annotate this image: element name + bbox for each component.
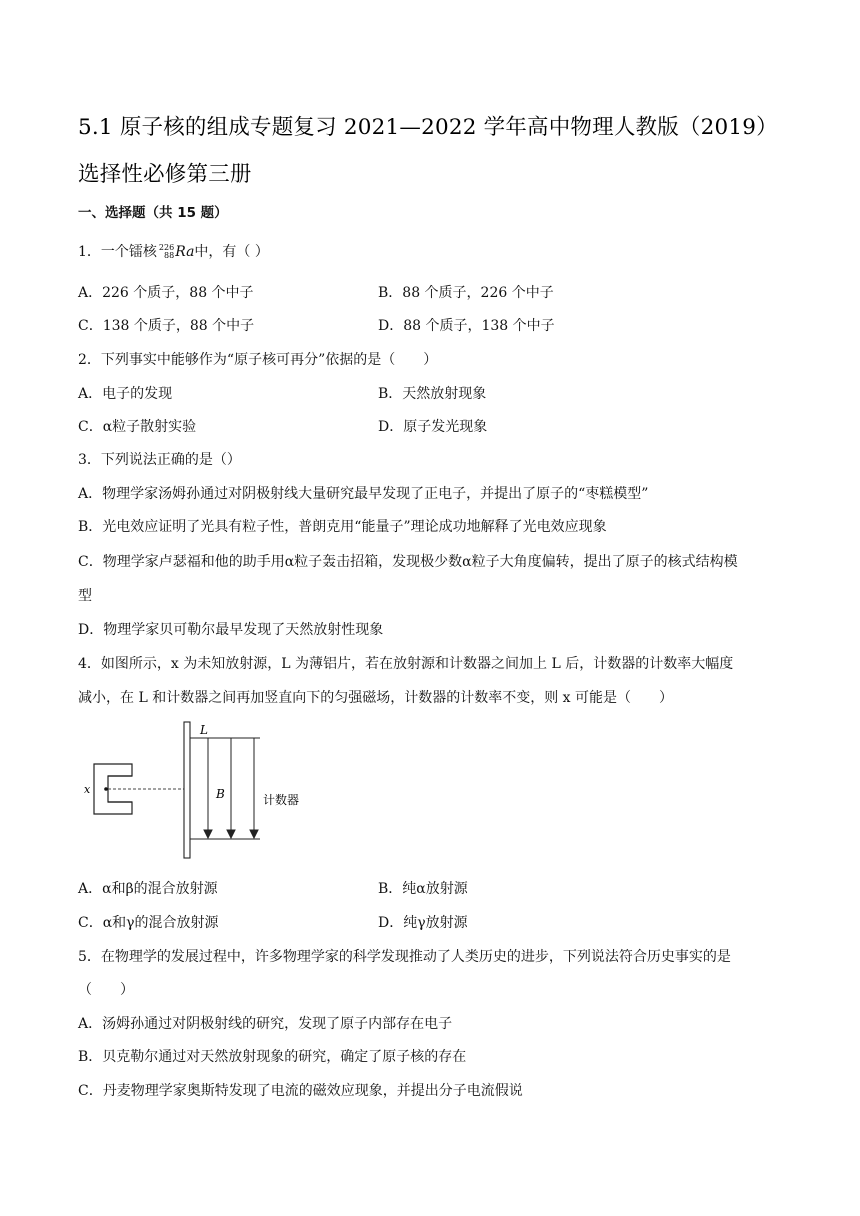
radium-isotope-scripts xyxy=(159,244,174,260)
question-5-stem-line-1: 5．在物理学的发展过程中，许多物理学家的科学发现推动了人类历史的进步，下列说法符合历史事实的是 xyxy=(78,949,731,965)
isotope-symbol: Ra xyxy=(175,244,195,260)
question-2-stem: 2．下列事实中能够作为“原子核可再分”依据的是（ ） xyxy=(78,352,438,368)
q3-option-b: B．光电效应证明了光具有粒子性，普朗克用“能量子”理论成功地解释了光电效应现象 xyxy=(78,519,607,535)
question-4-stem-line-2: 减小，在 L 和计数器之间再加竖直向下的匀强磁场，计数器的计数率不变，则 x 可能是（ ） xyxy=(78,690,673,706)
title-line-1: 5.1 原子核的组成专题复习 2021—2022 学年高中物理人教版（2019） xyxy=(78,115,778,140)
isotope-mass-number: 226 xyxy=(158,243,175,252)
question-1-suffix: 中，有（ ） xyxy=(194,244,269,260)
question-1-prefix: 1．一个镭核 xyxy=(78,244,157,260)
radiation-counter-diagram xyxy=(80,716,340,870)
q2-option-c: C．α粒子散射实验 xyxy=(78,419,197,435)
isotope-atomic-number: 88 xyxy=(164,251,175,260)
q2-option-a: A．电子的发现 xyxy=(78,386,173,402)
question-4-stem-line-1: 4．如图所示，x 为未知放射源，L 为薄铝片，若在放射源和计数器之间加上 L 后，计数器的计数率大幅度 xyxy=(78,656,734,672)
q4-option-c: C．α和γ的混合放射源 xyxy=(78,915,219,931)
diagram-svg xyxy=(80,716,340,866)
source-label-x: x xyxy=(84,783,91,796)
q1-option-a: A．226 个质子，88 个中子 xyxy=(78,285,254,301)
section-heading: 一、选择题（共 15 题） xyxy=(78,205,228,221)
q3-option-c-line-2: 型 xyxy=(78,588,92,604)
q3-option-a: A．物理学家汤姆孙通过对阴极射线大量研究最早发现了正电子，并提出了原子的“枣糕模型” xyxy=(78,486,649,502)
q5-option-a: A．汤姆孙通过对阴极射线的研究，发现了原子内部存在电子 xyxy=(78,1016,453,1032)
source-dot xyxy=(104,787,108,791)
counter-label: 计数器 xyxy=(263,793,300,807)
document-title xyxy=(78,104,798,198)
q4-option-d: D．纯γ放射源 xyxy=(378,915,468,931)
question-5-stem-line-2: （ ） xyxy=(78,982,134,998)
q1-option-d: D．88 个质子，138 个中子 xyxy=(378,318,555,334)
q1-option-b: B．88 个质子，226 个中子 xyxy=(378,285,554,301)
q2-option-d: D．原子发光现象 xyxy=(378,419,488,435)
q5-option-c: C．丹麦物理学家奥斯特发现了电流的磁效应现象，并提出分子电流假说 xyxy=(78,1083,523,1099)
title-line-2: 选择性必修第三册 xyxy=(78,162,252,187)
field-label-B: B xyxy=(216,787,225,801)
sheet-label-L: L xyxy=(200,723,208,737)
question-1-stem xyxy=(78,241,269,261)
q5-option-b: B．贝克勒尔通过对天然放射现象的研究，确定了原子核的存在 xyxy=(78,1049,467,1065)
q4-option-a: A．α和β的混合放射源 xyxy=(78,881,218,897)
q4-option-b: B．纯α放射源 xyxy=(378,881,468,897)
q3-option-d: D．物理学家贝可勒尔最早发现了天然放射性现象 xyxy=(78,622,384,638)
question-3-stem: 3．下列说法正确的是（） xyxy=(78,452,241,468)
q2-option-b: B．天然放射现象 xyxy=(378,386,487,402)
magnetic-field-arrows xyxy=(204,738,258,838)
q1-option-c: C．138 个质子，88 个中子 xyxy=(78,318,255,334)
aluminum-sheet xyxy=(184,722,190,858)
q3-option-c-line-1: C．物理学家卢瑟福和他的助手用α粒子轰击招箱，发现极少数α粒子大角度偏转，提出了原子的核式结构模 xyxy=(78,554,738,570)
